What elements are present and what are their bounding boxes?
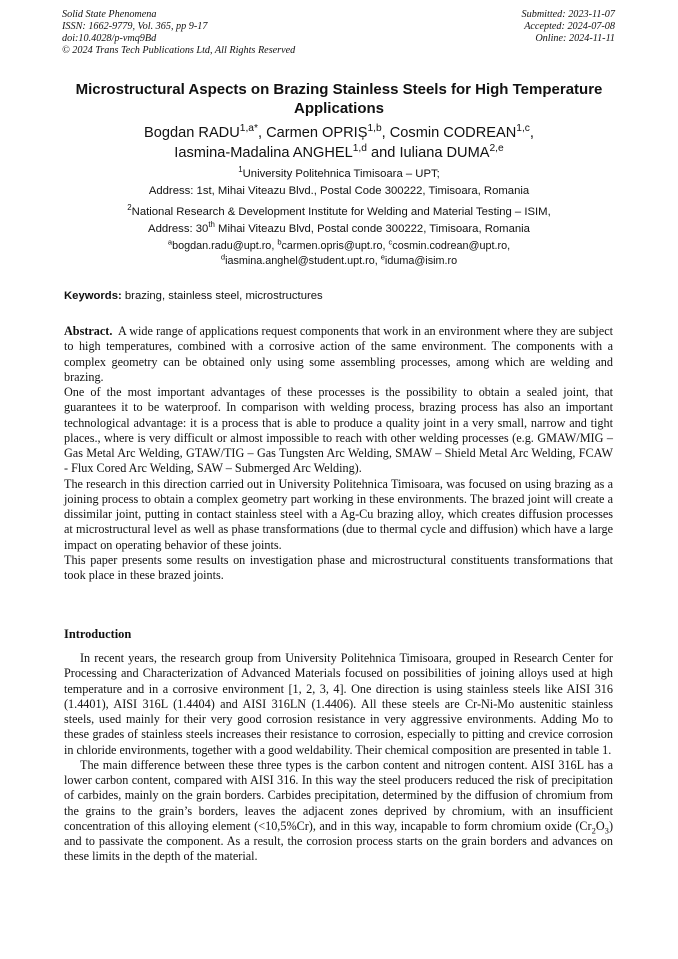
abstract-paragraph: The research in this direction carried out in University Politehnica Timisoara, was focused on using brazing as a joining process to obtain a complex geometry part working in these environments. The brazed joint will create a dissimilar joint, putting in contact stainless steel with a Ag-Cu brazing alloy, which creates diffusion processes at microstructural level as well as phase transformations (due to thermal cycle and diffusion) which have a large impact on operating behavior of these joints. [64,476,613,552]
introduction-body [64,651,613,865]
affil-address: Address: 1st, Mihai Viteazu Blvd., Postal Code 300222, Timisoara, Romania [148,185,530,197]
intro-text: O [595,818,605,833]
author-list [60,124,618,163]
journal-doi: doi:10.4028/p-vmq9Bd [62,33,157,44]
separator: , [257,125,267,141]
subscript: 3 [604,825,609,836]
author-affil-mark: 1,a* [239,123,258,135]
email-mark: c [388,237,393,247]
section-heading: Introduction [64,627,132,641]
affil-name: University Politehnica Timisoara – UPT; [242,168,440,180]
journal-issn: ISSN: 1662-9779, Vol. 365, pp 9-17 [62,21,208,32]
email-link[interactable]: iduma@isim.ro [384,255,458,267]
keywords [64,289,323,304]
email-mark: b [277,237,282,247]
email-link[interactable]: carmen.opris@upt.ro [281,240,383,252]
separator: , [529,125,534,141]
email-mark: e [380,252,385,262]
author-name: Iuliana DUMA [399,144,490,161]
separator: , [381,125,390,141]
separator: and [366,144,400,161]
affil-number: 2 [127,203,132,213]
abstract-text: A wide range of applications request components that work in an environment where they are subject to high temperatures, combined with a corrosive action of the same environment. The components with a complex geometry can be obtained only using some assembling processes, among which are welding and brazing. [64,324,617,384]
affiliation-2 [60,204,618,238]
author-name: Cosmin CODREAN [389,125,517,141]
author-affil-mark: 1,d [352,142,367,154]
author-name: Iasmina-Madalina ANGHEL [174,144,353,161]
email-mark: a [167,237,173,247]
abstract-paragraph [64,324,617,385]
ordinal-suffix: th [208,220,215,230]
paper-title: Microstructural Aspects on Brazing Stainless Steels for High Temperature Applications [75,81,603,117]
email-mark: d [220,252,226,262]
submitted-date: Submitted: 2023-11-07 [521,9,615,20]
affil-address-rest: Mihai Viteazu Blvd, Postal conde 300222, Timisoara, Romania [214,223,530,235]
submission-dates [522,9,615,45]
accepted-date: Accepted: 2024-07-08 [524,21,615,32]
abstract-paragraph: This paper presents some results on investigation phase and microstructural constituents transformations that took place in these brazed joints. [64,552,613,582]
author-name: Bogdan RADU [144,125,240,141]
author-affil-mark: 1,c [516,123,530,135]
author-affil-mark: 2,e [489,142,504,154]
email-link[interactable]: bogdan.radu@upt.ro [172,240,272,252]
intro-text: The main difference between these three types is the carbon content and nitrogen content. AISI 316L has a lower carbon content, compared with AISI 316. In this way the steel producers reduced the risk of precipitation of carbides, mainly on the grain borders. Carbides precipitation, determined by the diffusion of chromium from the grains to the grain’s borders, leaves the adjacent zones deprived by chromium, with an insufficient concentration of this alloying element (<10,5%Cr), and in this way, incapable to form chromium oxide (Cr [64,757,613,833]
email-link[interactable]: cosmin.codrean@upt.ro [392,240,508,252]
journal-copyright: © 2024 Trans Tech Publications Ltd, All Rights Reserved [62,45,296,56]
keywords-label: Keywords: [64,290,122,302]
intro-text: ) and to passivate the component. As a result, the corrosion process starts on the grain borders and advances on these limits in the depth of the material. [64,818,613,864]
abstract [64,324,617,583]
affil-number: 1 [238,165,243,175]
intro-paragraph: In recent years, the research group from University Politehnica Timisoara, grouped in Research Center for Processing and Characterization of Advanced Materials focused on possibilities of joining alloys used at high temperature and in a corrosive environment [1, 2, 3, 4]. One direction is using stainless steels like AISI 316 (1.4401), AISI 316L (1.4404) and AISI 316LN (1.4406). All these steels are Cr-Ni-Mo austenitic stainless steels, used mainly for their very good corrosion resistance in very aggressive environments. Adding Mo to these grades of stainless steels increases their resistance to corrosion, especially to pitting and crevice corrosion in chloride environments, together with a good weldability. Their chemical composition are presented in table 1. [64,651,613,757]
abstract-paragraph: One of the most important advantages of these processes is the possibility to obtain a sealed joint, that guarantees it to be waterproof. In comparison with welding process, brazing process has also an important technological advantage: it is a process that is able to produce a quality joint in a very small, narrow and tight places., where is very difficult or almost impossible to reach with other welding processes (e.g. GMAW/MIG – Gas Metal Arc Welding, GTAW/TIG – Gas Tungsten Arc Welding, SMAW – Shield Metal Arc Welding, FCAW - Flux Cored Arc Welding, SAW – Submerged Arc Welding). [64,385,613,476]
intro-paragraph [64,758,613,865]
affil-name: National Research & Development Institute for Welding and Material Testing – ISIM, [131,206,551,218]
abstract-label: Abstract. [64,324,113,338]
email-link[interactable]: iasmina.anghel@student.upt.ro [225,255,375,267]
journal-info [62,9,295,57]
keywords-text: brazing, stainless steel, microstructures [121,290,323,302]
email-list: $^a$bogdan.radu@upt.ro, $^b$carmen.opris@upt.ro, $^c$cosmin.codrean@upt.ro, $^d$iasmina.anghel@student.upt.ro, $^e$iduma@isim.ro [167,237,511,267]
affil-address: Address: 30 [148,223,209,235]
author-affil-mark: 1,b [367,123,382,135]
journal-name: Solid State Phenomena [62,9,157,20]
online-date: Online: 2024-11-11 [535,33,615,44]
subscript: 2 [591,825,596,836]
affiliation-1 [60,166,618,200]
author-name: Carmen OPRIȘ [266,125,368,141]
